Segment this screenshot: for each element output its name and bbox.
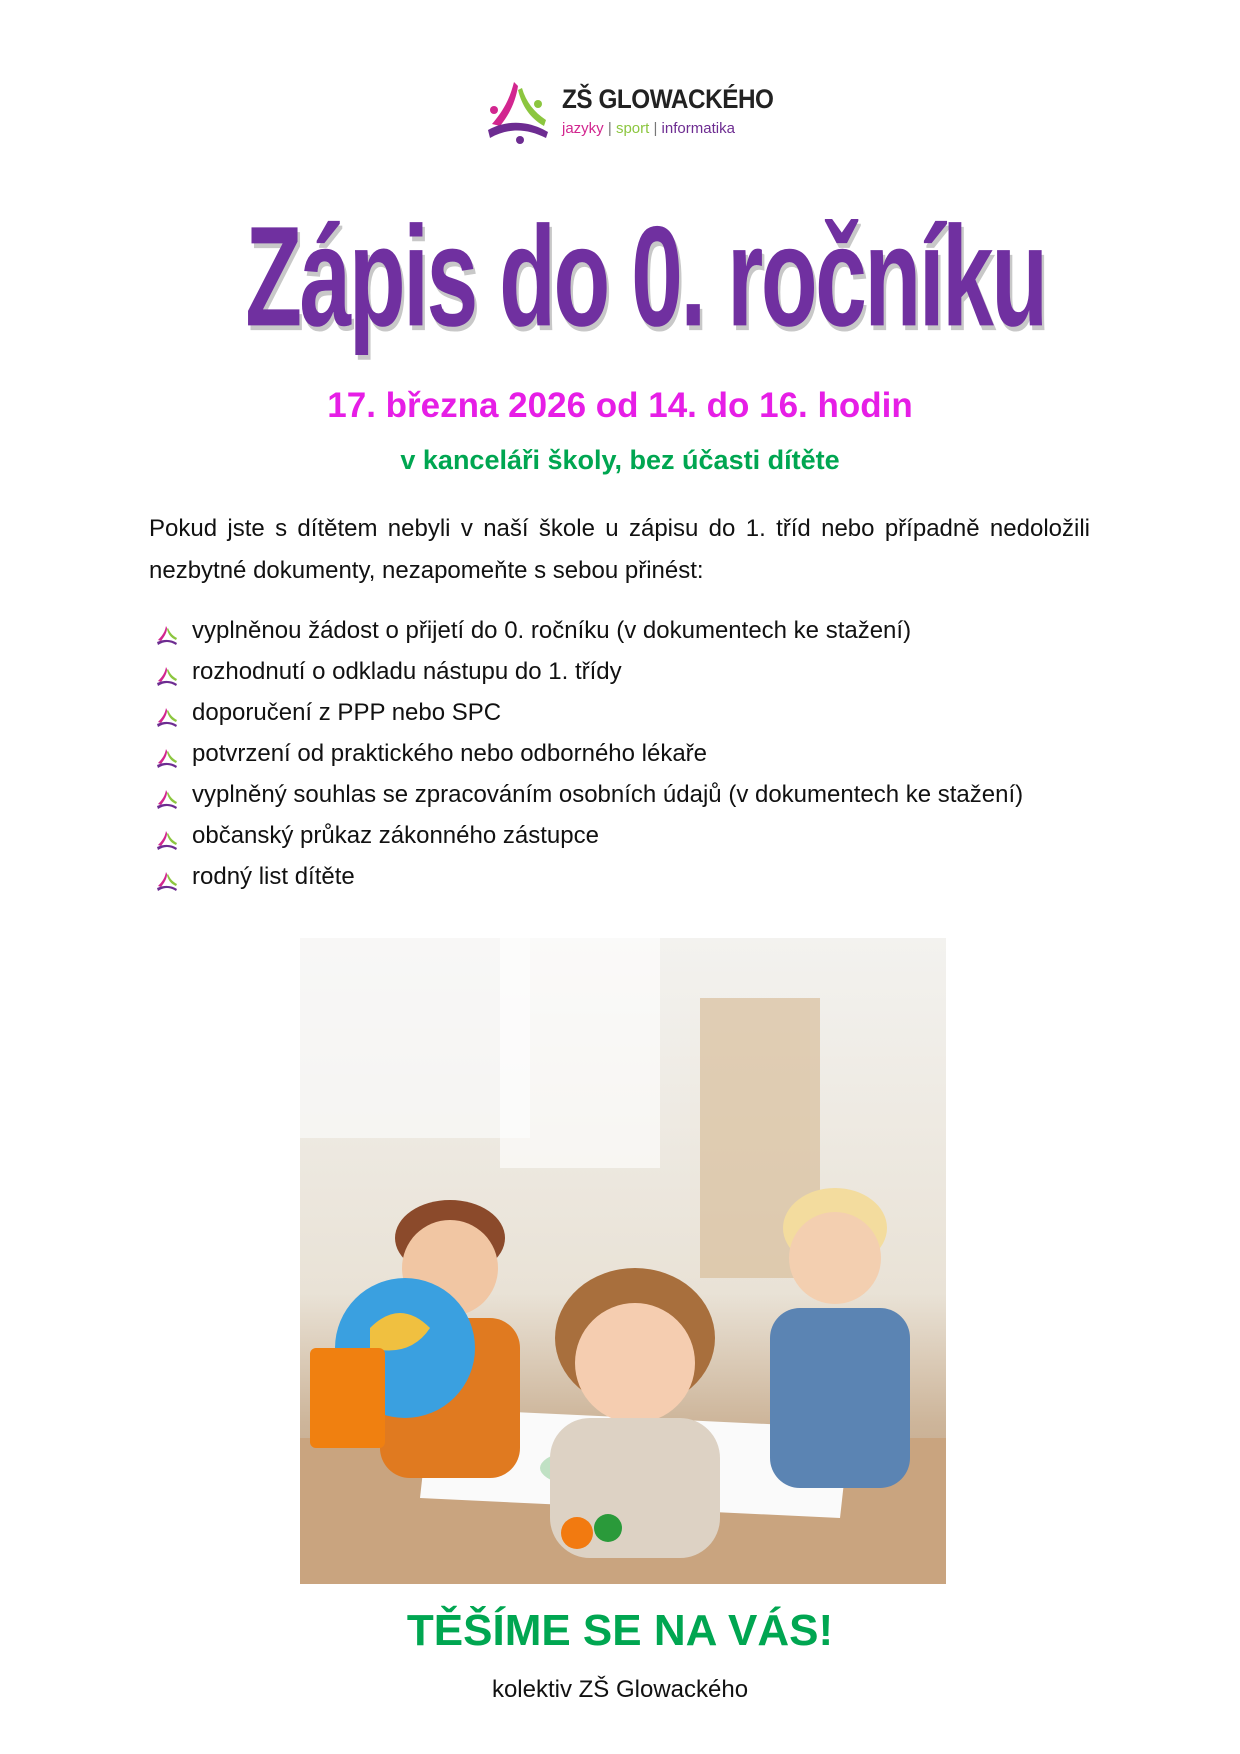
school-bullet-icon	[156, 824, 178, 846]
place-line: v kanceláři školy, bez účasti dítěte	[400, 445, 840, 475]
list-item	[152, 774, 1052, 815]
list-item	[152, 733, 1052, 774]
page-title: Zápis do 0. ročníku	[245, 196, 1046, 356]
list-item-text: vyplněnou žádost o přijetí do 0. ročníku (v dokumentech ke stažení)	[192, 617, 912, 644]
school-bullet-icon	[156, 660, 178, 682]
list-item	[152, 815, 1052, 856]
list-item	[152, 692, 1052, 733]
list-item	[152, 856, 1052, 897]
logo-tagline: jazyky | sport | informatika	[562, 120, 735, 137]
closing-message: TĚŠÍME SE NA VÁS!	[406, 1606, 834, 1655]
school-bullet-icon	[156, 783, 178, 805]
intro-paragraph: Pokud jste s dítětem nebyli v naší škole u zápisu do 1. tříd nebo případně nedoložili nezbytné dokumenty, nezapomeňte s sebou přinést:	[149, 515, 1090, 584]
school-bullet-icon	[156, 701, 178, 723]
date-line: 17. března 2026 od 14. do 16. hodin	[327, 386, 913, 425]
school-bullet-icon	[156, 865, 178, 887]
list-item	[152, 651, 1052, 692]
signature: kolektiv ZŠ Glowackého	[491, 1676, 749, 1703]
document-list	[152, 610, 1052, 897]
list-item-text: občanský průkaz zákonného zástupce	[192, 822, 599, 849]
list-item	[152, 610, 1052, 651]
children-photo	[300, 938, 946, 1584]
list-item-text: potvrzení od praktického nebo odborného lékaře	[192, 740, 708, 767]
logo-name: ZŠ GLOWACKÉHO	[562, 84, 774, 114]
school-bullet-icon	[156, 742, 178, 764]
list-item-text: rozhodnutí o odkladu nástupu do 1. třídy	[192, 658, 622, 685]
logo-mark-icon	[484, 80, 550, 144]
list-item-text: vyplněný souhlas se zpracováním osobních údajů (v dokumentech ke stažení)	[192, 781, 1024, 808]
list-item-text: doporučení z PPP nebo SPC	[192, 699, 502, 726]
school-bullet-icon	[156, 619, 178, 641]
list-item-text: rodný list dítěte	[192, 863, 355, 890]
school-logo	[484, 80, 774, 144]
